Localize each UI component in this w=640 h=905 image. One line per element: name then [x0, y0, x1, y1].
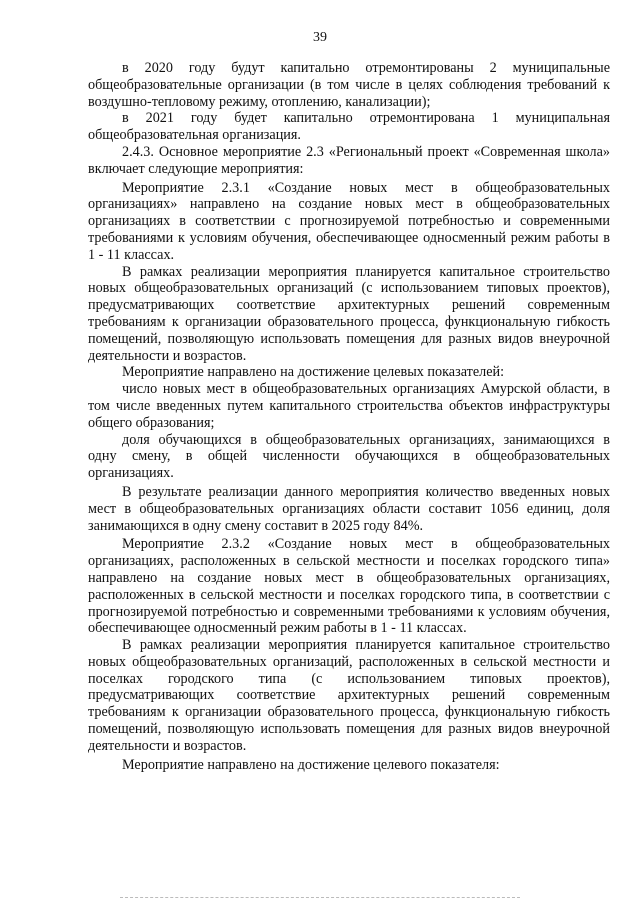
paragraph-target-new-places: число новых мест в общеобразовательных организациях Амурской области, в том числе введенных путем капитального строительства объектов инфраструктуры общего образования; [88, 381, 610, 431]
paragraph-measure-2-3-2: Мероприятие 2.3.2 «Создание новых мест в общеобразовательных организациях, расположенных в сельской местности и поселках городского типа» направлено на создание новых мест в общеобразовательных организациях, расположенных в сельской местности и поселках городского типа, в соответствии с прогнозируемой потребностью и современными требованиями к условиям обучения, обеспечивающее односменный режим работы в 1 - 11 классах. [88, 536, 610, 637]
section-heading-2-4-3: 2.4.3. Основное мероприятие 2.3 «Региональный проект «Современная школа» включает следующие мероприятия: [88, 143, 610, 177]
paragraph-target-intro-2: Мероприятие направлено на достижение целевого показателя: [122, 756, 500, 773]
paragraph-2020-repairs: в 2020 году будут капитально отремонтированы 2 муниципальные общеобразовательные организации (в том числе в целях соблюдения требований к воздушно-тепловому режиму, отоплению, канализации); [88, 60, 610, 110]
paragraph-results: В результате реализации данного мероприятия количество введенных новых мест в общеобразовательных организациях области составит 1056 единиц, доля занимающихся в одну смену составит в 2025 году 84%. [88, 483, 610, 534]
paragraph-measure-2-3-1: Мероприятие 2.3.1 «Создание новых мест в общеобразовательных организациях» направлено на создание новых мест в общеобразовательных организациях в соответствии с прогнозируемой потребностью и современными требованиями к условиям обучения, обеспечивающее односменный режим работы в 1 - 11 классах. [88, 179, 610, 263]
paragraph-2021-repairs: в 2021 году будет капитально отремонтирована 1 муниципальная общеобразовательная организация. [88, 110, 610, 144]
paragraph-rural-construction: В рамках реализации мероприятия планируется капитальное строительство новых общеобразовательных организаций, расположенных в сельской местности и поселках городского типа (с использованием типовых проектов), предусматривающих соответствие архитектурных решений современным требованиям к организации образовательного процесса, функциональную гибкость помещений, позволяющую использовать помещения для разных видов внеурочной деятельности и возрастов. [88, 637, 610, 754]
document-body [88, 60, 610, 773]
paragraph-construction-plan: В рамках реализации мероприятия планируется капитальное строительство новых общеобразовательных организаций (с использованием типовых проектов), предусматривающих соответствие архитектурных решений современным требованиям к организации образовательного процесса, функциональную гибкость помещений, позволяющую использовать помещения для разных видов внеурочной деятельности и возрастов. [88, 263, 610, 364]
paragraph-target-one-shift: доля обучающихся в общеобразовательных организациях, занимающихся в одну смену, в общей численности обучающихся в общеобразовательных организациях. [88, 431, 610, 482]
page-number: 39 [313, 30, 327, 45]
paragraph-targets-intro: Мероприятие направлено на достижение целевых показателей: [122, 364, 505, 381]
scan-footer-line [120, 897, 520, 899]
